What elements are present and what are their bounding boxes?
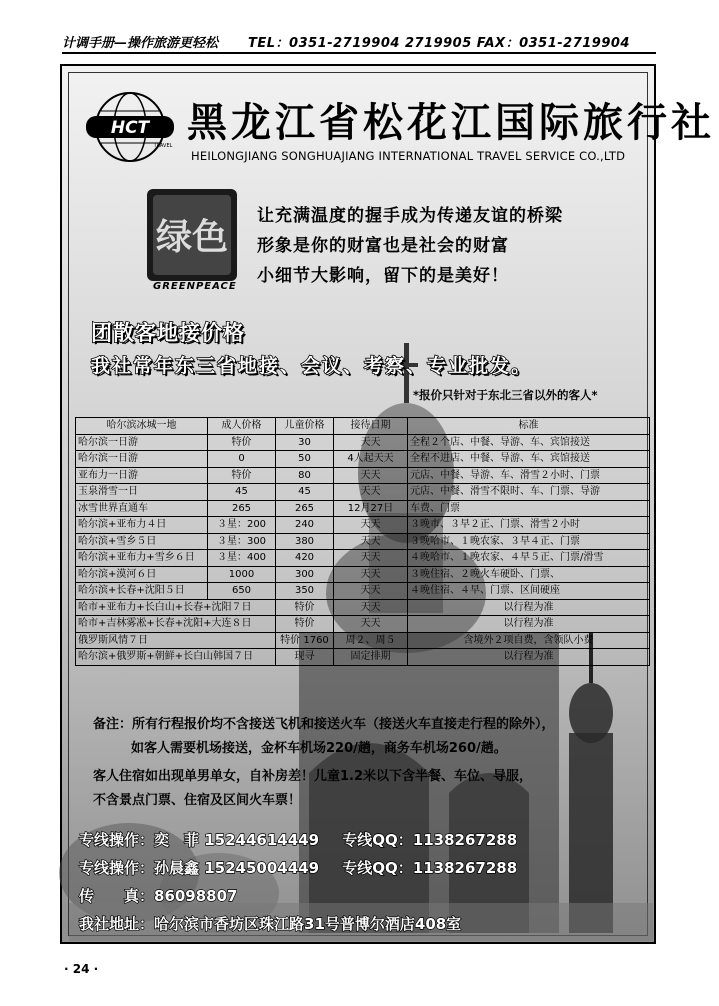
contact-operator-2-qq: 专线QQ：1138267288 (342, 859, 518, 877)
table-row (76, 583, 650, 600)
contact-operator-1-phone: 专线操作：奕 菲 15244614449 (79, 831, 320, 849)
page-header (62, 32, 654, 54)
agency-name-en: HEILONGJIANG SONGHUAJIANG INTERNATIONAL TRAVEL SERVICE CO.,LTD (191, 149, 626, 163)
route-cell: 俄罗斯风情７日 (76, 632, 276, 649)
standard-cell: ３晚市、３早２正、门票、滑雪２小时 (408, 517, 650, 534)
agency-name: 黑龙江省松花江国际旅行社 (187, 99, 715, 146)
remark-line-2: 如客人需要机场接送，金杯车机场220/趟，商务车机场260/趟。 (131, 741, 507, 756)
route-cell: 哈尔滨+雪乡５日 (76, 533, 208, 550)
price-cell: 特价 1760 (276, 632, 334, 649)
standard-cell: ４晚哈市、１晚农家、４早５正、门票/滑雪 (408, 550, 650, 567)
date-cell: 天天 (334, 533, 408, 550)
price-cell: 现寻 (276, 649, 334, 666)
logo-small-text: TRAVEL (153, 143, 173, 149)
price-note: *报价只针对于东北三省以外的客人* (413, 388, 598, 402)
standard-cell: 元店、中餐、滑雪不限时、车、门票、导游 (408, 484, 650, 501)
date-cell: 天天 (334, 467, 408, 484)
table-row (76, 517, 650, 534)
standard-cell: 全程不进店、中餐、导游、车、宾馆接送 (408, 451, 650, 468)
page-number: · 24 · (64, 962, 99, 976)
route-cell: 哈尔滨+亚布力４日 (76, 517, 208, 534)
child-price-cell: 300 (276, 566, 334, 583)
table-row (76, 599, 650, 616)
price-cell: 特价 (276, 616, 334, 633)
slogan-2: 形象是你的财富也是社会的财富 (257, 236, 509, 256)
route-cell: 哈尔滨+亚布力+雪乡６日 (76, 550, 208, 567)
header-route: 哈尔滨冰城一地 (76, 418, 208, 435)
date-cell: 12月27日 (334, 500, 408, 517)
standard-cell: ３晚哈市、１晚农家、３早４正、门票 (408, 533, 650, 550)
route-cell: 哈尔滨一日游 (76, 434, 208, 451)
child-price-cell: 420 (276, 550, 334, 567)
standard-cell: 车费、门票 (408, 500, 650, 517)
hct-globe-logo (83, 91, 177, 163)
date-cell: 天天 (334, 583, 408, 600)
date-cell: 固定排期 (334, 649, 408, 666)
route-price-table (75, 417, 650, 666)
standard-cell: 以行程为准 (408, 649, 650, 666)
adult-price-cell: 0 (208, 451, 276, 468)
standard-cell: 以行程为准 (408, 616, 650, 633)
child-price-cell: 265 (276, 500, 334, 517)
date-cell: 天天 (334, 616, 408, 633)
child-price-cell: 30 (276, 434, 334, 451)
table-row (76, 484, 650, 501)
contact-operator-2 (79, 857, 517, 878)
date-cell: 4人起天天 (334, 451, 408, 468)
header-date: 接待日期 (334, 418, 408, 435)
route-cell: 哈尔滨一日游 (76, 451, 208, 468)
adult-price-cell: ３星：400 (208, 550, 276, 567)
remark-line-3: 客人住宿如出现单男单女，自补房差！儿童1.2米以下含半餐、车位、导服， (93, 769, 533, 784)
standard-cell: 元店、中餐、导游、车、滑雪２小时、门票 (408, 467, 650, 484)
table-row (76, 632, 650, 649)
header-standard: 标准 (408, 418, 650, 435)
table-row (76, 533, 650, 550)
standard-cell: ４晚住宿、４早、门票、区间硬座 (408, 583, 650, 600)
standard-cell: ３晚住宿、２晚火车硬卧、门票、 (408, 566, 650, 583)
route-cell: 哈市+吉林雾凇+长春+沈阳+大连８日 (76, 616, 276, 633)
logo-text: HCT (110, 118, 150, 138)
remark-line-1: 备注：所有行程报价均不含接送飞机和接送火车（接送火车直接走行程的除外）， (93, 717, 555, 732)
child-price-cell: 240 (276, 517, 334, 534)
route-cell: 哈尔滨+俄罗斯+朝鲜+长白山韩国７日 (76, 649, 276, 666)
contact-operator-1 (79, 829, 517, 850)
standard-cell: 全程２个店、中餐、导游、车、宾馆接送 (408, 434, 650, 451)
standard-cell: 含境外２项自费，含领队小费 (408, 632, 650, 649)
route-cell: 哈尔滨+长春+沈阳５日 (76, 583, 208, 600)
route-cell: 冰雪世界直通车 (76, 500, 208, 517)
child-price-cell: 350 (276, 583, 334, 600)
header-contact: TEL：0351-2719904 2719905 FAX：0351-2719904 (248, 36, 630, 51)
price-cell: 特价 (276, 599, 334, 616)
greenpeace-glyph: 绿色 (155, 216, 229, 258)
header-tagline: 计调手册—操作旅游更轻松 (62, 36, 219, 51)
adult-price-cell: ３星：300 (208, 533, 276, 550)
contact-fax: 传 真：86098807 (79, 887, 238, 905)
slogan-3: 小细节大影响，留下的是美好！ (257, 266, 509, 286)
advert-panel (68, 72, 715, 936)
slogan-1: 让充满温度的握手成为传递友谊的桥梁 (257, 206, 563, 226)
route-cell: 亚布力一日游 (76, 467, 208, 484)
date-cell: 天天 (334, 517, 408, 534)
date-cell: 天天 (334, 566, 408, 583)
child-price-cell: 380 (276, 533, 334, 550)
child-price-cell: 45 (276, 484, 334, 501)
adult-price-cell: 1000 (208, 566, 276, 583)
table-row (76, 467, 650, 484)
route-cell: 玉泉滑雪一日 (76, 484, 208, 501)
route-cell: 哈尔滨+漠河６日 (76, 566, 208, 583)
adult-price-cell: 特价 (208, 434, 276, 451)
table-row (76, 451, 650, 468)
route-cell: 哈市+亚布力+长白山+长春+沈阳７日 (76, 599, 276, 616)
date-cell: 天天 (334, 599, 408, 616)
contact-operator-1-qq: 专线QQ：1138267288 (342, 831, 518, 849)
adult-price-cell: 265 (208, 500, 276, 517)
child-price-cell: 80 (276, 467, 334, 484)
table-header-row (76, 418, 650, 435)
contact-operator-2-phone: 专线操作：孙晨鑫 15245004449 (79, 859, 320, 877)
header-adult-price: 成人价格 (208, 418, 276, 435)
adult-price-cell: ３星：200 (208, 517, 276, 534)
standard-cell: 以行程为准 (408, 599, 650, 616)
date-cell: 天天 (334, 484, 408, 501)
adult-price-cell: 45 (208, 484, 276, 501)
header-child-price: 儿童价格 (276, 418, 334, 435)
date-cell: 周２、周５ (334, 632, 408, 649)
advert-frame (60, 64, 715, 944)
date-cell: 天天 (334, 550, 408, 567)
section-subtitle: 我社常年东三省地接、会议、考察、专业批发。 (91, 355, 533, 377)
table-row (76, 566, 650, 583)
table-row (76, 500, 650, 517)
contact-address: 我社地址：哈尔滨市香坊区珠江路31号普博尔酒店408室 (79, 915, 462, 933)
table-row (76, 616, 650, 633)
adult-price-cell: 特价 (208, 467, 276, 484)
remark-line-4: 不含景点门票、住宿及区间火车票！ (93, 793, 302, 808)
table-row (76, 434, 650, 451)
greenpeace-logo (145, 187, 239, 283)
table-row (76, 649, 650, 666)
section-title: 团散客地接价格 (91, 321, 245, 345)
header-divider (62, 52, 656, 54)
greenpeace-label: GREENPEACE (153, 281, 237, 292)
table-row (76, 550, 650, 567)
date-cell: 天天 (334, 434, 408, 451)
adult-price-cell: 650 (208, 583, 276, 600)
child-price-cell: 50 (276, 451, 334, 468)
